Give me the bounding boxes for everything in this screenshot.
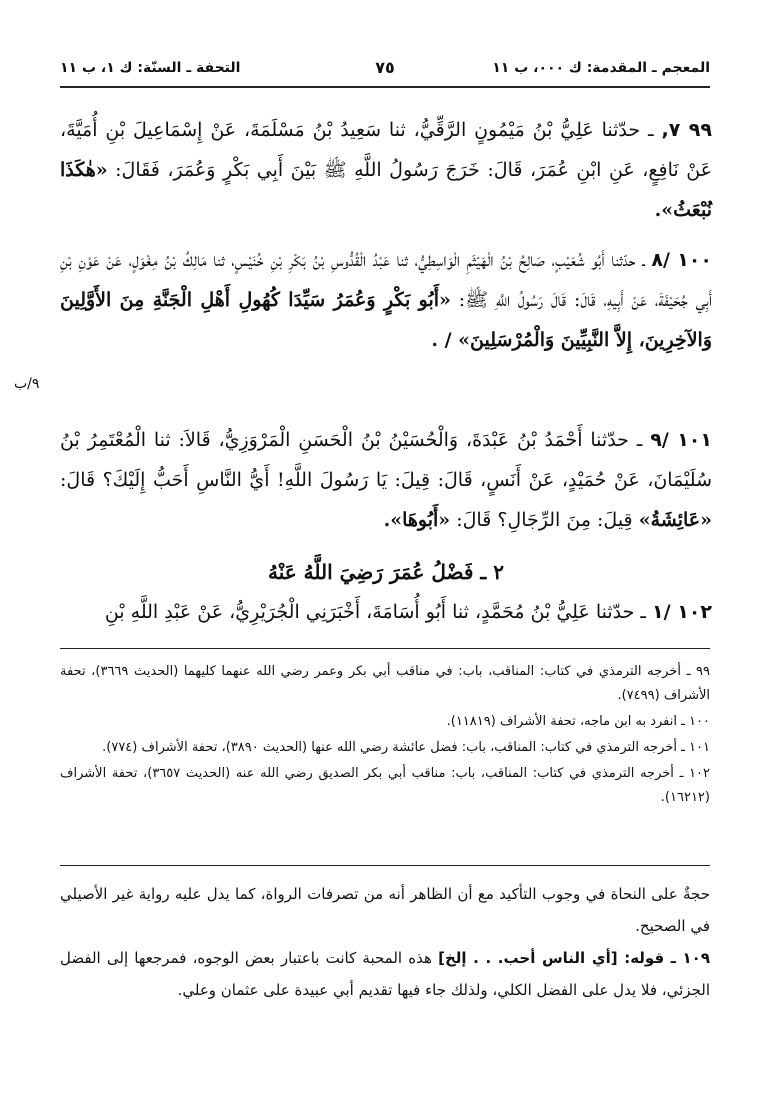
hadith-quote: «عَائِشَةُ» — [638, 509, 712, 531]
footnotes — [60, 660, 710, 812]
commentary-rule — [60, 865, 710, 866]
hadith-number: ١٠١ /٩ — [650, 429, 712, 451]
commentary-paragraph: حجةٌ على النحاة في وجوب التأكيد مع أن الظاهر أنه من تصرفات الرواة، كما يدل عليه رواية غير الأصيلي في الصحيح. — [60, 885, 710, 935]
commentary-text: هذه المحبة كانت باعتبار بعض الوجوه، فمرجعها إلى الفضل الجزئي، فلا يدل على الفضل الكلي، ولذلك جاء فيها تقديم أبي عبيدة على عثمان وعلي. — [60, 949, 710, 999]
footnote: ١٠١ ـ أخرجه الترمذي في كتاب: المناقب، باب: فضل عائشة رضي الله عنها (الحديث ٣٨٩٠)، تحفة الأشراف (٧٧٤). — [102, 740, 710, 755]
hadith-number: ١٠٠ /٨ — [651, 249, 712, 271]
footnote-rule — [60, 648, 710, 649]
hadith-99 — [60, 110, 712, 230]
hadith-number: ١٠٢ /١ — [652, 601, 712, 623]
header-rule — [60, 86, 710, 88]
hadith-text: ـ حدّثنا أَبُو شُعَيْبٍ، صَالِحُ بْنُ الْهَيْثَمِ الْوَاسِطِيُّ، ثنا عَبْدُ الْقُدُّوسِ بْنُ بَكْرِ بْنِ خُنَيْسٍ، ثنا مَالِكُ بْنُ مِغْوَلٍ، عَنْ عَوْنِ بْنِ أَبِي جُحَيْفَةَ، عَنْ أَبِيهِ، قَالَ: قَالَ رَسُولُ اللَّهِ ﷺ: — [60, 249, 712, 311]
hadith-quote: «أَبُوهَا». — [383, 509, 451, 531]
footnote: ١٠٢ ـ أخرجه الترمذي في كتاب: المناقب، باب: مناقب أبي بكر الصديق رضي الله عنه (الحديث ٣٦٥٧)، تحفة الأشراف (١٦٢١٢). — [60, 766, 710, 805]
margin-folio-note: ٩/ب — [14, 376, 40, 392]
footnote: ٩٩ ـ أخرجه الترمذي في كتاب: المناقب، باب: في مناقب أبي بكر وعمر رضي الله عنهما كليهما (الحديث ٣٦٦٩)، تحفة الأشراف (٧٤٩٩). — [60, 664, 710, 703]
hadith-100 — [60, 240, 712, 360]
commentary-lead: ١٠٩ ـ قوله: [أي الناس أحب. . . إلخ] — [438, 949, 710, 967]
hadith-text: قِيلَ: مِنَ الرِّجَالِ؟ قَالَ: — [456, 509, 633, 531]
hadith-102 — [60, 592, 712, 632]
header-right-reference: المعجم ـ المقدمة: ك ٠٠٠، ب ١١ — [492, 60, 710, 76]
page-number: ٧٥ — [375, 58, 395, 77]
hadith-101 — [60, 420, 712, 540]
hadith-text: ـ حدّثنا عَلِيُّ بْنُ مَيْمُونٍ الرَّقِّيُّ، ثنا سَعِيدُ بْنُ مَسْلَمَةَ، عَنْ إِسْمَاعِيلَ بْنِ أُمَيَّةَ، عَنْ نَافِعٍ، عَنِ ابْنِ عُمَرَ، قَالَ: خَرَجَ رَسُولُ اللَّهِ ﷺ بَيْنَ أَبِي بَكْرٍ وَعُمَرَ، فَقَالَ: — [60, 119, 712, 181]
header-left-reference: التحفة ـ السنّة: ك ١، ب ١١ — [60, 60, 241, 76]
footnote: ١٠٠ ـ انفرد به ابن ماجه، تحفة الأشراف (١١٨١٩). — [446, 714, 710, 729]
hadith-text: ـ حدّثنا عَلِيُّ بْنُ مُحَمَّدٍ، ثنا أَبُو أُسَامَةَ، أَخْبَرَنِي الْجُرَيْرِيُّ، عَنْ عَبْدِ اللَّهِ بْنِ — [104, 601, 646, 623]
commentary-paragraph — [60, 942, 710, 1006]
hadith-number: ٩٩ ٧, — [661, 119, 712, 141]
hadith-text: ـ حدّثنا أَحْمَدُ بْنُ عَبْدَةَ، وَالْحُسَيْنُ بْنُ الْحَسَنِ الْمَرْوَزِيُّ، قَالاَ: ثنا الْمُعْتَمِرُ بْنُ سُلَيْمَانَ، عَنْ حُمَيْدٍ، عَنْ أَنَسٍ، قَالَ: قِيلَ: يَا رَسُولَ اللَّهِ! أَيُّ النَّاسِ أَحَبُّ إِلَيْكَ؟ قَالَ: — [60, 429, 712, 491]
section-title: ٢ ـ فَضْلُ عُمَرَ رَضِيَ اللَّهُ عَنْهُ — [268, 560, 504, 584]
hadith-quote: «هٰكَذَا نُبْعَثُ». — [60, 159, 712, 221]
hadith-quote: «أَبُو بَكْرٍ وَعُمَرُ سَيِّدَا كُهُولِ أَهْلِ الْجَنَّةِ مِنَ الأَوَّلِينَ وَالآخِرِينَ، إِلاَّ النَّبِيِّينَ وَالْمُرْسَلِينَ» / . — [60, 289, 712, 351]
commentary — [60, 878, 710, 1006]
page-header — [60, 58, 710, 84]
